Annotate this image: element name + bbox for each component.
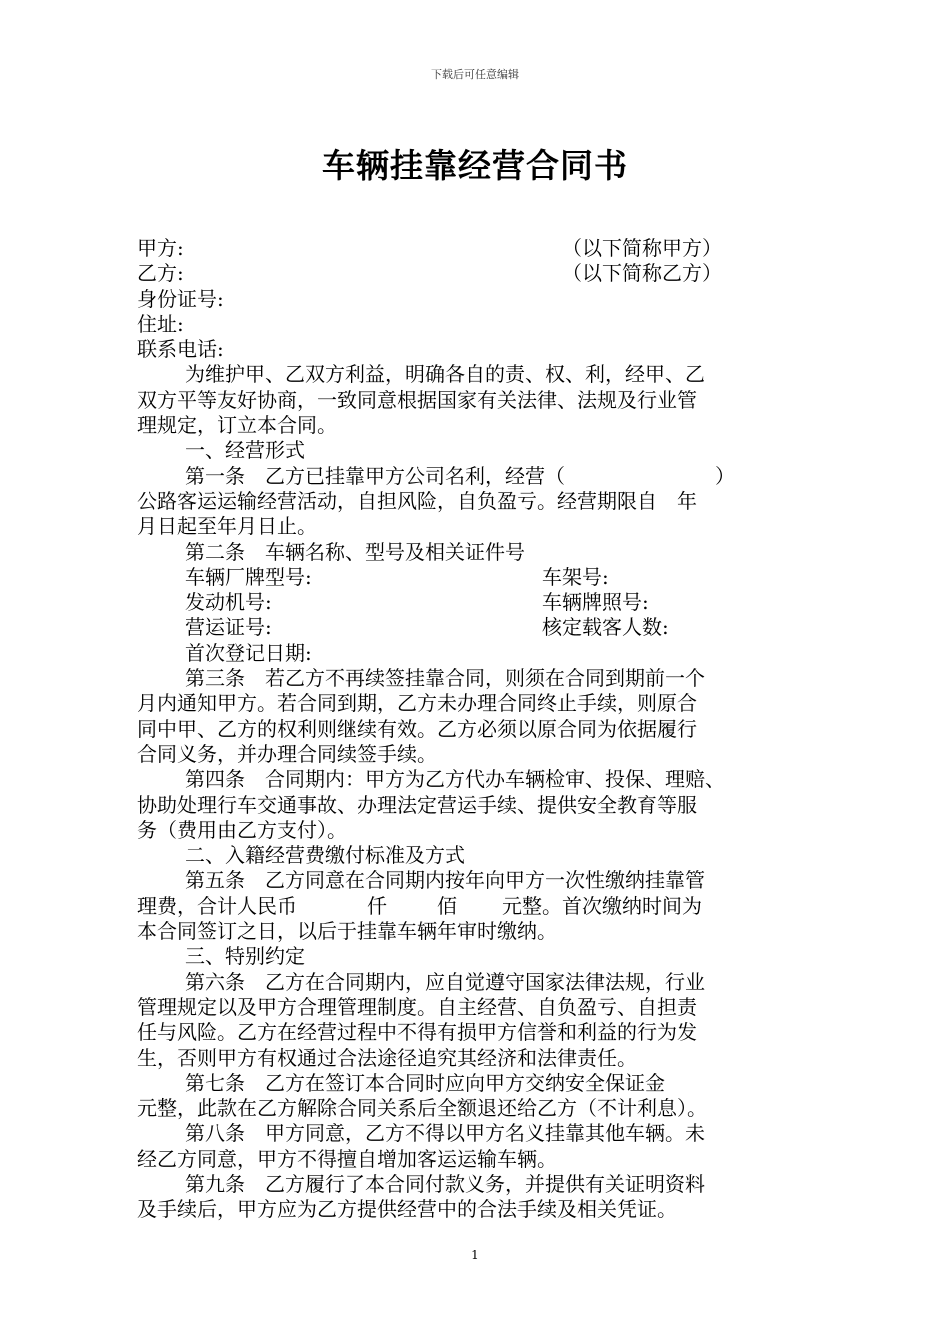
id-number-label: 身份证号: (137, 286, 224, 311)
article-6-line: 第六条 乙方在合同期内，应自觉遵守国家法律法规，行业 (185, 969, 705, 994)
vehicle-field-row (137, 615, 817, 640)
article-6-line: 管理规定以及甲方合理管理制度。自主经营、自负盈亏、自担责 (137, 994, 697, 1019)
section-heading-1: 一、经营形式 (185, 438, 305, 463)
vehicle-model-label: 车辆厂牌型号: (185, 564, 312, 589)
article-1-paren-close: ） (715, 463, 735, 488)
contract-title: 车辆挂靠经营合同书 (322, 146, 628, 185)
article-3-line: 同中甲、乙方的权利则继续有效。乙方必须以原合同为依据履行 (137, 716, 697, 741)
party-jia-label: 甲方: (137, 236, 184, 260)
unit-qian: 仟 (367, 893, 387, 918)
article-5-line: 本合同签订之日，以后于挂靠车辆年审时缴纳。 (137, 919, 557, 944)
party-jia-alias: （以下简称甲方） (562, 236, 722, 260)
party-yi-label: 乙方: (137, 261, 184, 286)
section-heading-2: 二、入籍经营费缴付标准及方式 (185, 843, 465, 868)
header-note: 下载后可任意编辑 (431, 68, 519, 81)
vehicle-field-row (137, 565, 817, 590)
engine-number-label: 发动机号: (185, 590, 272, 615)
article-4-line: 协助处理行车交通事故、办理法定营运手续、提供安全教育等服 (137, 792, 697, 817)
article-3-line: 第三条 若乙方不再续签挂靠合同，则须在合同到期前一个 (185, 666, 705, 691)
article-1-text: 第一条 乙方已挂靠甲方公司名利，经营（ (185, 463, 565, 488)
article-4-line: 务（费用由乙方支付）。 (137, 817, 347, 842)
intro-line: 理规定，订立本合同。 (137, 413, 337, 438)
article-8-line: 经乙方同意，甲方不得擅自增加客运运输车辆。 (137, 1146, 557, 1171)
article-9-line: 及手续后，甲方应为乙方提供经营中的合法手续及相关凭证。 (137, 1197, 677, 1222)
article-7-line: 第七条 乙方在签订本合同时应向甲方交纳安全保证金 (185, 1070, 665, 1095)
plate-number-label: 车辆牌照号: (542, 590, 649, 615)
first-registration-label: 首次登记日期: (185, 640, 312, 665)
article-6-line: 任与风险。乙方在经营过程中不得有损甲方信誉和利益的行为发 (137, 1020, 697, 1045)
intro-line: 双方平等友好协商，一致同意根据国家有关法律、法规及行业管 (137, 387, 697, 412)
article-9-line: 第九条 乙方履行了本合同付款义务，并提供有关证明资料 (185, 1171, 705, 1196)
article-8-line: 第八条 甲方同意，乙方不得以甲方名义挂靠其他车辆。未 (185, 1121, 705, 1146)
article-3-line: 合同义务，并办理合同续签手续。 (137, 741, 437, 766)
article-3-line: 月内通知甲方。若合同到期，乙方未办理合同终止手续，则原合 (137, 691, 697, 716)
party-yi-line (137, 261, 817, 286)
article-2-heading: 第二条 车辆名称、型号及相关证件号 (185, 539, 525, 564)
section-heading-3: 三、特别约定 (185, 944, 305, 969)
contract-body (137, 236, 817, 1223)
article-5-line (137, 894, 817, 919)
article-5-text: 元整。首次缴纳时间为 (502, 893, 702, 918)
article-1-line: 公路客运运输经营活动，自担风险，自负盈亏。经营期限自 年 (137, 488, 697, 513)
phone-label: 联系电话: (137, 337, 224, 362)
article-7-line: 元整，此款在乙方解除合同关系后全额退还给乙方（不计利息）。 (137, 1096, 707, 1121)
operation-cert-label: 营运证号: (185, 615, 272, 640)
article-6-line: 生，否则甲方有权通过合法途径追究其经济和法律责任。 (137, 1045, 637, 1070)
article-5-line: 第五条 乙方同意在合同期内按年向甲方一次性缴纳挂靠管 (185, 868, 705, 893)
chassis-number-label: 车架号: (542, 564, 609, 589)
address-label: 住址: (137, 311, 184, 336)
party-jia-line (137, 236, 817, 261)
passenger-capacity-label: 核定载客人数: (542, 615, 669, 640)
article-1-line: 月日起至年月日止。 (137, 514, 317, 539)
intro-line: 为维护甲、乙双方利益，明确各自的责、权、利，经甲、乙 (185, 362, 705, 387)
unit-bai: 佰 (437, 893, 457, 918)
article-4-line: 第四条 合同期内：甲方为乙方代办车辆检审、投保、理赔、 (185, 767, 725, 792)
vehicle-field-row (137, 590, 817, 615)
party-yi-alias: （以下简称乙方） (562, 261, 722, 286)
article-5-text: 理费，合计人民币 (137, 893, 297, 918)
article-1-line (137, 464, 817, 489)
page-number: 1 (471, 1248, 479, 1262)
